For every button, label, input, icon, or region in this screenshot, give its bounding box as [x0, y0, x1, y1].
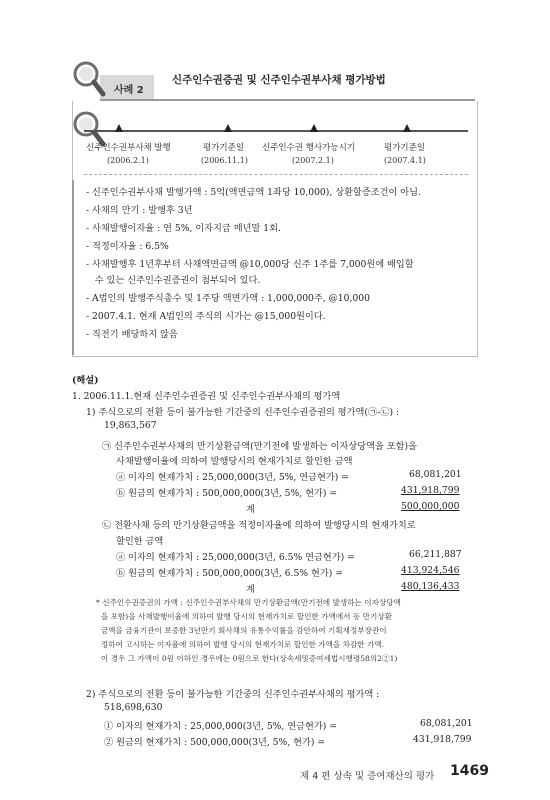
calc-row-label: ⓑ 원금의 현재가치 : 500,000,000(3년, 6.5% 현가) =: [116, 568, 343, 579]
condition-item: 수 있는 신주인수권증권이 첨부되어 있다.: [86, 275, 261, 286]
footnote-line: 금액을 금융기관이 보증한 3년만기 회사채의 유통수익률을 감안하여 기획재정부장관이: [96, 626, 387, 635]
magnifier-icon: [70, 58, 110, 102]
condition-item: - 직전기 배당하지 않음: [86, 329, 178, 340]
calc-row-value: 68,081,201: [409, 469, 462, 480]
calc-row-label: ⓐ 이자의 현재가치 : 25,000,000(3년, 6.5% 연금현가) =: [116, 552, 355, 563]
calc-row-label: ② 원금의 현재가치 : 500,000,000(3년, 5%, 현가) =: [104, 737, 326, 748]
timeline-date: (2007.4.1): [384, 156, 426, 165]
timeline-label: 평가기준일: [203, 143, 245, 153]
case-box-bar: [72, 180, 74, 355]
section-1-title: 1. 2006.11.1.현재 신주인수권증권 및 신주인수권부사채의 평가액: [72, 391, 341, 402]
timeline-marker: [115, 124, 123, 132]
subsection-1-result: 19,863,567: [104, 420, 157, 431]
timeline-label: 신주인수권부사채 발행: [86, 143, 171, 153]
calc-row-label: ⓑ 원금의 현재가치 : 500,000,000(3년, 5%, 현가) =: [116, 488, 338, 499]
condition-item: - 사채발행이자율 : 연 5%, 이자지급 매년말 1회.: [86, 223, 281, 234]
calc-row-value: 413,924,546: [401, 565, 460, 576]
timeline-marker: [403, 124, 411, 132]
condition-item: - 적정이자율 : 6.5%: [86, 241, 169, 252]
timeline-label: 평가기준일: [384, 143, 426, 153]
subsection-1-title: 1) 주식으로의 전환 등이 불가능한 기간중의 신주인수권증권의 평가액(㉠-㉡) :: [86, 407, 400, 418]
total-label: 계: [246, 504, 255, 515]
timeline-date: (2007.2.1): [292, 156, 334, 165]
dashed-divider: [84, 174, 468, 175]
condition-item: - 사채발행후 1년후부터 사채액면금액 @10,000당 신주 1주를 7,000원에 배입할: [86, 259, 414, 270]
calc-row-value: 431,918,799: [401, 485, 460, 496]
timeline-date: (2006.11.1): [201, 156, 248, 165]
subsection-2-title: 2) 주식으로의 전환 등이 불가능한 기간중의 신주인수권부사채의 평가액 :: [86, 689, 380, 700]
total-value: 480,136,433: [401, 581, 460, 592]
timeline-label: 신주인수권 행사가능시기: [262, 143, 356, 153]
timeline-date: (2006.2.1): [107, 156, 149, 165]
item-g1-line1: ㉠ 신주인수권부사채의 만기상환금액(만기전에 발생하는 이자상당액을 포함)을: [102, 441, 417, 452]
condition-item: - 사채의 만기 : 발행후 3년: [86, 205, 193, 216]
timeline-marker: [224, 124, 232, 132]
item-g2-line2: 할인한 금액: [116, 536, 164, 547]
case-title: 신주인수권증권 및 신주인수권부사채 평가방법: [172, 74, 386, 86]
solution-heading: (해설): [72, 375, 99, 386]
footer-section-title: 제 4 편 상속 및 증여재산의 평가: [300, 771, 435, 782]
footnote-line: 이 경우 그 가액이 0원 이하인 경우에는 0원으로 한다(상속세및증여세법시행령58의2②1): [96, 654, 398, 663]
calc-row-value: 66,211,887: [409, 549, 462, 560]
item-g2-line1: ㉡ 전환사채 등의 만기상환금액을 적정이자율에 의하여 발행당시의 현재가치로: [102, 520, 416, 531]
footnote-line: 정하여 고시하는 이자율에 의하여 발행 당시의 현재가치로 할인한 가액을 차감한 가액.: [96, 640, 385, 649]
case-label: 사례 2: [114, 85, 144, 96]
calc-row-label: ① 이자의 현재가치 : 25,000,000(3년, 5%, 연금현가) =: [104, 721, 337, 732]
total-label: 계: [246, 584, 255, 595]
timeline-marker: [310, 124, 318, 132]
calc-row-label: ⓐ 이자의 현재가치 : 25,000,000(3년, 5%, 연금현가) =: [116, 472, 349, 483]
subsection-2-result: 518,698,630: [104, 702, 163, 713]
footnote-line: * 신주인수권증권의 가액 : 신주인수권부사채의 만기상환금액(만기전에 발생하는 이자상당액: [96, 598, 401, 607]
page-number: 1469: [450, 763, 489, 779]
footnote-line: 을 포함)을 사채발행이율에 의하여 발행 당시의 현재가치로 할인한 가액에서 동 만기상환: [96, 612, 393, 621]
item-g1-line2: 사채발행이율에 의하여 발행당시의 현재가치로 할인한 금액: [116, 456, 353, 467]
total-value: 500,000,000: [401, 501, 460, 512]
calc-row-value: 431,918,799: [413, 734, 472, 745]
condition-item: - A법인의 발행주식총수 및 1주당 액면가액 : 1,000,000주, @10,000: [86, 293, 370, 304]
calc-row-value: 68,081,201: [420, 718, 473, 729]
condition-item: - 2007.4.1. 현재 A법인의 주식의 시가는 @15,000원이다.: [86, 311, 326, 322]
condition-item: - 신주인수권부사채 발행가액 : 5억(액면금액 1좌당 10,000), 상환할증조건이 아님.: [86, 187, 421, 198]
